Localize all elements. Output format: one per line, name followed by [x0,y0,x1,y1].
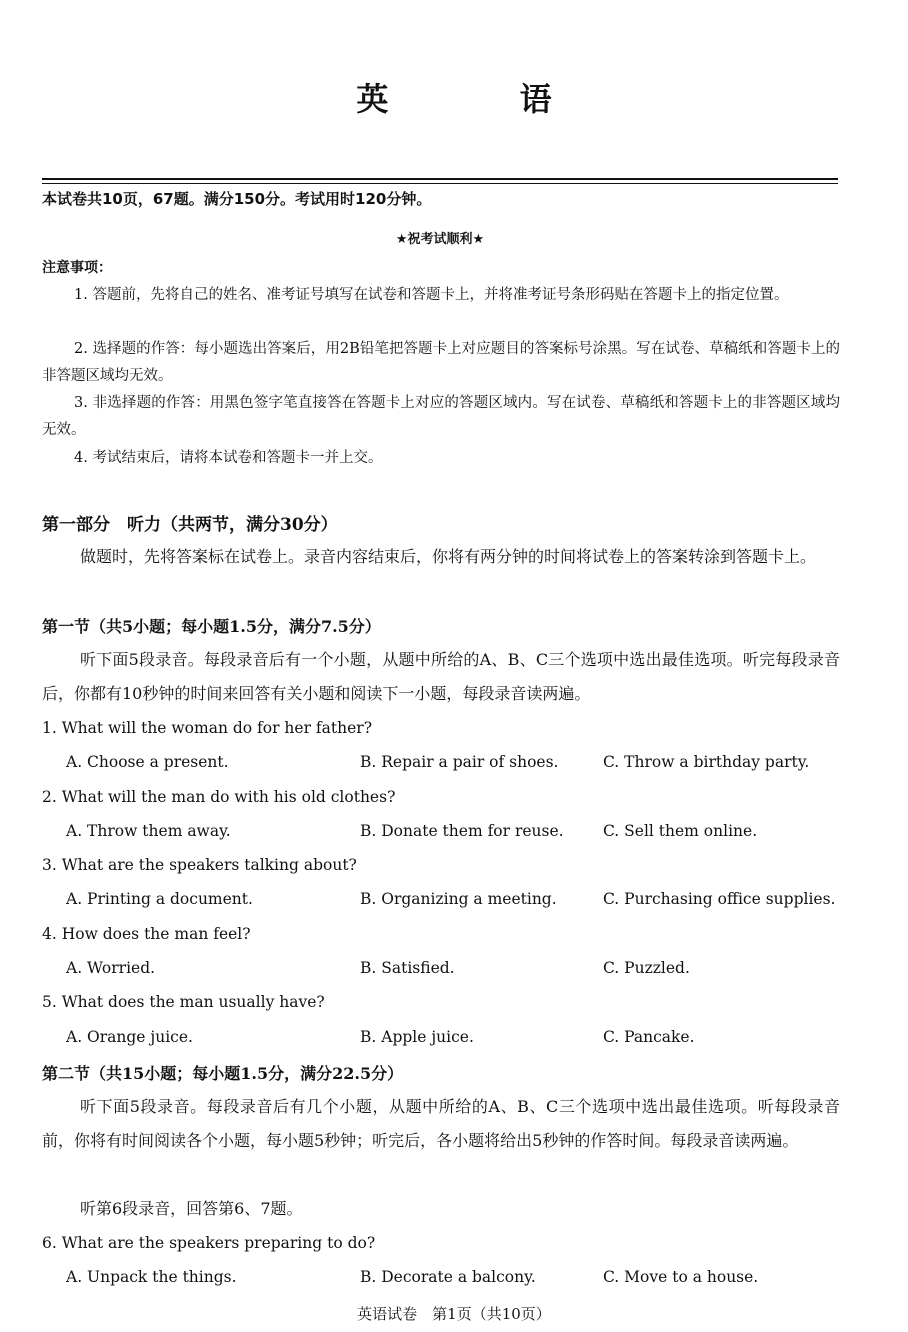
section1-heading: 第一节（共5小题；每小题1.5分，满分7.5分） [42,617,381,636]
question-2-option-a: A. Throw them away. [66,822,231,840]
part1-heading: 第一部分 听力（共两节，满分30分） [42,515,338,535]
question-4: 4. How does the man feel? [42,925,251,943]
question-6-option-a: A. Unpack the things. [66,1268,237,1286]
header-rule-thin [42,183,838,184]
question-5-option-b: B. Apple juice. [360,1028,474,1046]
part1-intro: 做题时，先将答案标在试卷上。录音内容结束后，你将有两分钟的时间将试卷上的答案转涂到答题卡上。 [80,547,817,566]
question-6-option-b: B. Decorate a balcony. [360,1268,536,1286]
header-rule-thick [42,178,838,180]
question-2: 2. What will the man do with his old clothes? [42,788,396,806]
question-3: 3. What are the speakers talking about? [42,856,357,874]
page-footer: 英语试卷 第1页（共10页） [357,1305,551,1323]
question-1-option-b: B. Repair a pair of shoes. [360,753,559,771]
question-4-option-c: C. Puzzled. [603,959,690,977]
blessing-line: ★祝考试顺利★ [395,232,485,247]
question-4-option-b: B. Satisfied. [360,959,455,977]
question-6: 6. What are the speakers preparing to do? [42,1234,376,1252]
question-3-option-b: B. Organizing a meeting. [360,890,557,908]
section2-listen-note: 听第6段录音，回答第6、7题。 [80,1199,303,1218]
notice-item-4: 4. 考试结束后，请将本试卷和答题卡一并上交。 [74,450,383,466]
notice-item-1: 1. 答题前，先将自己的姓名、准考证号填写在试卷和答题卡上，并将准考证号条形码贴在答题卡上的指定位置。 [74,287,789,303]
exam-info: 本试卷共10页，67题。满分150分。考试用时120分钟。 [42,190,432,208]
exam-title: 英 语 [356,80,612,118]
question-5-option-a: A. Orange juice. [66,1028,193,1046]
section2-intro: 听下面5段录音。每段录音后有几个小题，从题中所给的A、B、C三个选项中选出最佳选项。听每段录音前，你将有时间阅读各个小题，每小题5秒钟；听完后，各小题将给出5秒钟的作答时间。每段录音读两遍。 [42,1097,840,1150]
section1-intro: 听下面5段录音。每段录音后有一个小题，从题中所给的A、B、C三个选项中选出最佳选项。听完每段录音后，你都有10秒钟的时间来回答有关小题和阅读下一小题，每段录音读两遍。 [42,650,840,703]
notice-item-3: 3. 非选择题的作答：用黑色签字笔直接答在答题卡上对应的答题区域内。写在试卷、草稿纸和答题卡上的非答题区域均无效。 [42,395,840,438]
question-2-option-b: B. Donate them for reuse. [360,822,564,840]
question-1-option-a: A. Choose a present. [66,753,229,771]
notice-item-2: 2. 选择题的作答：每小题选出答案后，用2B铅笔把答题卡上对应题目的答案标号涂黑。写在试卷、草稿纸和答题卡上的非答题区域均无效。 [42,341,840,384]
notice-heading: 注意事项： [42,260,112,276]
question-5: 5. What does the man usually have? [42,993,325,1011]
question-5-option-c: C. Pancake. [603,1028,695,1046]
section2-heading: 第二节（共15小题；每小题1.5分，满分22.5分） [42,1064,404,1083]
question-1: 1. What will the woman do for her father? [42,719,373,737]
question-2-option-c: C. Sell them online. [603,822,758,840]
question-3-option-a: A. Printing a document. [66,890,253,908]
question-6-option-c: C. Move to a house. [603,1268,759,1286]
question-3-option-c: C. Purchasing office supplies. [603,890,836,908]
question-1-option-c: C. Throw a birthday party. [603,753,810,771]
question-4-option-a: A. Worried. [66,959,156,977]
